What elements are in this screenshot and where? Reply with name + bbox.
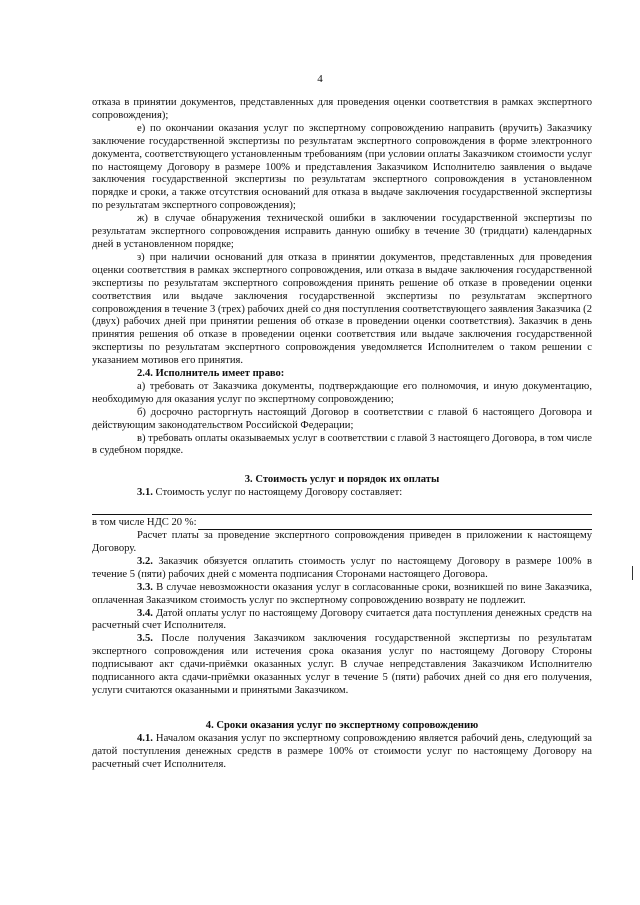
scan-edge-mark xyxy=(632,566,633,580)
document-body xyxy=(92,97,592,772)
section-3-title: 3. Стоимость услуг и порядок их оплаты xyxy=(244,474,440,486)
vat-label: в том числе НДС 20 %: xyxy=(92,517,197,529)
clause-z: з) при наличии оснований для отказа в принятии документов, представленных для проведения оценки соответствия в рамках экспертного сопровождения, или отказа в выдаче заключения государственной экспертизы по результатам экспертного сопровождения принять решение об отказе в проведении оценки соответствия или выдаче заключения государственной экспертизы по результатам экспертного сопровождения в течение 3 (трех) рабочих дней со дня поступления соответствующего заявления Заказчика (2 (двух) рабочих дней при принятии решения об отказе в проведении оценки соответствия). Заказчик в день принятия решения об отказе в проведении оценки соответствия или выдаче заключения государственной экспертизы по результатам экспертного сопровождения уведомляется Исполнителем о таком решении с указанием мотивов его принятия. xyxy=(92,251,592,367)
clause-4-1: 4.1. Началом оказания услуг по экспертному сопровождению является рабочий день, следующий за датой поступления денежных средств в размере 100% от стоимости услуг по настоящему Договору на расчетный счет Исполнителя. xyxy=(92,732,592,770)
page-number: 4 xyxy=(317,73,323,85)
clause-2-4-a: а) требовать от Заказчика документы, подтверждающие его полномочия, и иную документацию, необходимую для оказания услуг по экспертному сопровождению; xyxy=(92,380,592,405)
clause-2-4-v: в) требовать оплаты оказываемых услуг в соответствии с главой 3 настоящего Договора, в том числе в судебном порядке. xyxy=(92,432,592,457)
section-2-4-heading: 2.4. Исполнитель имеет право: xyxy=(137,368,285,380)
clause-e-continuation: отказа в принятии документов, представленных для проведения оценки соответствия в рамках экспертного сопровождения); xyxy=(92,97,592,121)
clause-3-5: 3.5. После получения Заказчиком заключения государственной экспертизы по результатам экспертного сопровождения или истечения срока оказания услуг по настоящему Договору Стороны подписывают акт сдачи-приёмки оказанных услуг. В случае непредставления Заказчиком Исполнителю подписанного акта сдачи-приёмки оказанных услуг в течение 5 (пяти) рабочих дней со дня его получения, услуги считаются оказанными и принятыми Заказчиком. xyxy=(92,633,592,696)
clause-3-3: 3.3. В случае невозможности оказания услуг в согласованные сроки, возникшей по вине Заказчика, оплаченная Заказчиком стоимость услуг по экспертному сопровождению возврату не подлежит. xyxy=(92,581,592,606)
vat-blank-line xyxy=(198,519,592,530)
payment-note: Расчет платы за проведение экспертного сопровождения приведен в приложении к настоящему Договору. xyxy=(92,530,592,554)
clause-e: е) по окончании оказания услуг по экспертному сопровождению направить (вручить) Заказчику заключение государственной экспертизы по результатам экспертного сопровождения в форме электронного документа, соответствующего установленным требованиям (при условии оплаты Заказчиком стоимости услуг по настоящему Договору в размере 100% и представления Заказчиком Исполнителю заявления о выдаче заключения государственной экспертизы по результатам экспертного сопровождения в установленном порядке и сроки, а также отсутствия оснований для отказа в выдаче заключения государственной экспертизы по результатам экспертного сопровождения); xyxy=(92,122,592,212)
vat-line xyxy=(92,517,592,530)
clause-2-4-b: б) досрочно расторгнуть настоящий Договор в соответствии с главой 6 настоящего Договора и действующим законодательством Российской Федерации; xyxy=(92,406,592,431)
section-4-title: 4. Сроки оказания услуг по экспертному сопровождению xyxy=(205,719,479,731)
clause-3-4: 3.4. Датой оплаты услуг по настоящему Договору считается дата поступления денежных средств на расчетный счет Исполнителя. xyxy=(92,607,592,632)
clause-zh: ж) в случае обнаружения технической ошибки в заключении государственной экспертизы по результатам экспертного сопровождения исправить данную ошибку в течение 30 (тридцати) календарных дней в установленном порядке; xyxy=(92,213,592,250)
clause-3-2: 3.2. Заказчик обязуется оплатить стоимость услуг по настоящему Договору в размере 100% в течение 5 (пяти) рабочих дней с момента подписания Сторонами настоящего Договора. xyxy=(92,555,592,580)
cost-blank-line xyxy=(92,504,592,515)
clause-3-1: 3.1. Стоимость услуг по настоящему Договору составляет: xyxy=(137,487,403,499)
